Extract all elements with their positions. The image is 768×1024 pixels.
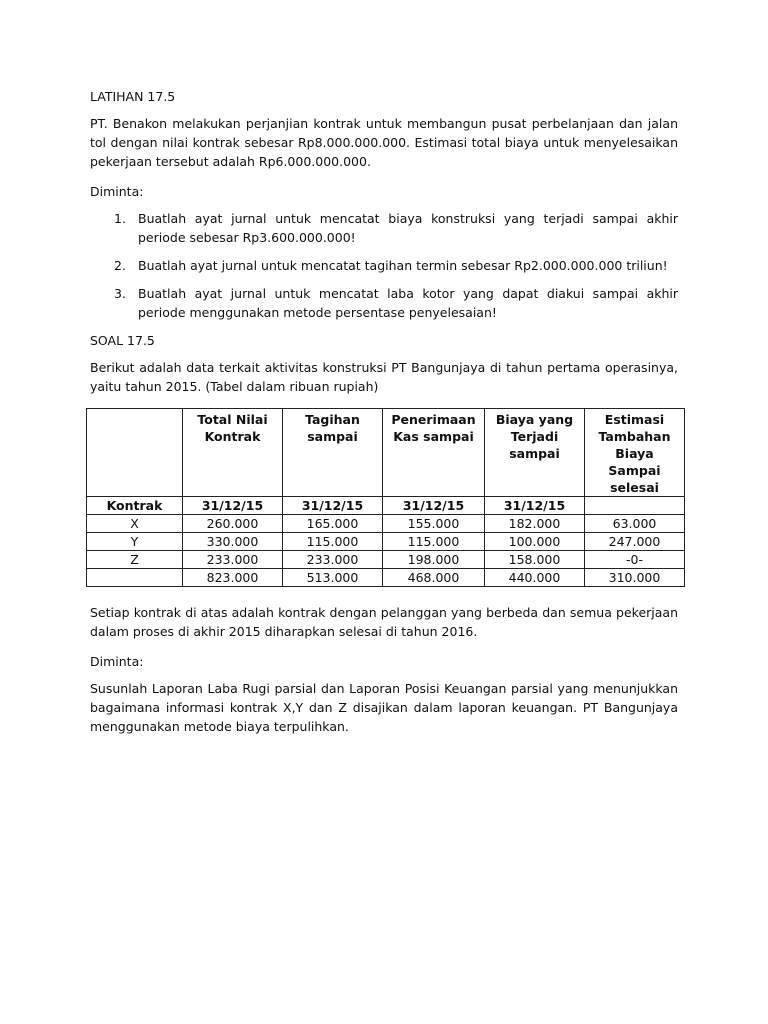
table-cell: 182.000 — [485, 515, 585, 533]
table-cell: Z — [87, 551, 183, 569]
latihan-title: LATIHAN 17.5 — [90, 89, 176, 104]
table-cell: 155.000 — [383, 515, 485, 533]
latihan-intro: PT. Benakon melakukan perjanjian kontrak untuk membangun pusat perbelanjaan dan jalan tol dengan nilai kontrak sebesar Rp8.000.000.000. Estimasi total biaya untuk menyelesaikan pekerjaan tersebut adalah Rp6.000.000.000. — [90, 116, 678, 169]
table-cell: 310.000 — [585, 569, 685, 587]
table-cell: 115.000 — [283, 533, 383, 551]
task-number: 1. — [114, 211, 126, 226]
table-cell: 100.000 — [485, 533, 585, 551]
table-total-row — [87, 569, 685, 587]
table-header-cell: Total Nilai Kontrak — [183, 409, 283, 497]
table-cell: 513.000 — [283, 569, 383, 587]
table-header-row — [87, 409, 685, 497]
table-header-cell: Biaya yang Terjadi sampai — [485, 409, 585, 497]
table-row — [87, 515, 685, 533]
task-text: Buatlah ayat jurnal untuk mencatat biaya konstruksi yang terjadi sampai akhir periode sebesar Rp3.600.000.000! — [138, 211, 678, 245]
task-text: Buatlah ayat jurnal untuk mencatat tagihan termin sebesar Rp2.000.000.000 triliun! — [138, 258, 668, 273]
table-cell: -0- — [585, 551, 685, 569]
table-row — [87, 551, 685, 569]
table-cell: 247.000 — [585, 533, 685, 551]
contract-data-table — [86, 408, 685, 587]
table-header-cell: Tagihan sampai — [283, 409, 383, 497]
table-cell: 198.000 — [383, 551, 485, 569]
soal-diminta-label: Diminta: — [90, 654, 144, 669]
table-cell: 330.000 — [183, 533, 283, 551]
table-cell: 115.000 — [383, 533, 485, 551]
task-number: 3. — [114, 286, 126, 301]
task-item — [90, 209, 678, 247]
table-cell: X — [87, 515, 183, 533]
table-subheader-cell: 31/12/15 — [283, 497, 383, 515]
task-item — [90, 284, 678, 322]
table-cell: 260.000 — [183, 515, 283, 533]
table-cell: 233.000 — [283, 551, 383, 569]
table-subheader-cell: 31/12/15 — [183, 497, 283, 515]
latihan-diminta-label: Diminta: — [90, 184, 144, 199]
task-item — [90, 256, 678, 275]
table-subheader-cell: Kontrak — [87, 497, 183, 515]
table-header-cell: Penerimaan Kas sampai — [383, 409, 485, 497]
task-number: 2. — [114, 258, 126, 273]
table-cell: 165.000 — [283, 515, 383, 533]
table-cell: Y — [87, 533, 183, 551]
table-subheader-cell: 31/12/15 — [383, 497, 485, 515]
table-cell: 440.000 — [485, 569, 585, 587]
table-row — [87, 533, 685, 551]
soal-title: SOAL 17.5 — [90, 333, 155, 348]
table-subheader-cell: 31/12/15 — [485, 497, 585, 515]
table-header-cell: Estimasi Tambahan Biaya Sampai selesai — [585, 409, 685, 497]
table-header-cell — [87, 409, 183, 497]
table-cell: 468.000 — [383, 569, 485, 587]
soal-after-table: Setiap kontrak di atas adalah kontrak dengan pelanggan yang berbeda dan semua pekerjaan dalam proses di akhir 2015 diharapkan selesai di tahun 2016. — [90, 605, 678, 639]
soal-intro: Berikut adalah data terkait aktivitas konstruksi PT Bangunjaya di tahun pertama operasinya, yaitu tahun 2015. (Tabel dalam ribuan rupiah) — [90, 360, 678, 394]
table-cell: 63.000 — [585, 515, 685, 533]
table-subheader-row — [87, 497, 685, 515]
table-cell: 823.000 — [183, 569, 283, 587]
task-text: Buatlah ayat jurnal untuk mencatat laba kotor yang dapat diakui sampai akhir periode menggunakan metode persentase penyelesaian! — [138, 286, 678, 320]
document-content — [90, 88, 678, 748]
table-subheader-cell — [585, 497, 685, 515]
table-cell — [87, 569, 183, 587]
soal-instruction: Susunlah Laporan Laba Rugi parsial dan Laporan Posisi Keuangan parsial yang menunjukkan bagaimana informasi kontrak X,Y dan Z disajikan dalam laporan keuangan. PT Bangunjaya menggunakan metode biaya terpulihkan. — [90, 681, 678, 734]
table-cell: 158.000 — [485, 551, 585, 569]
table-cell: 233.000 — [183, 551, 283, 569]
latihan-task-list — [90, 209, 678, 322]
